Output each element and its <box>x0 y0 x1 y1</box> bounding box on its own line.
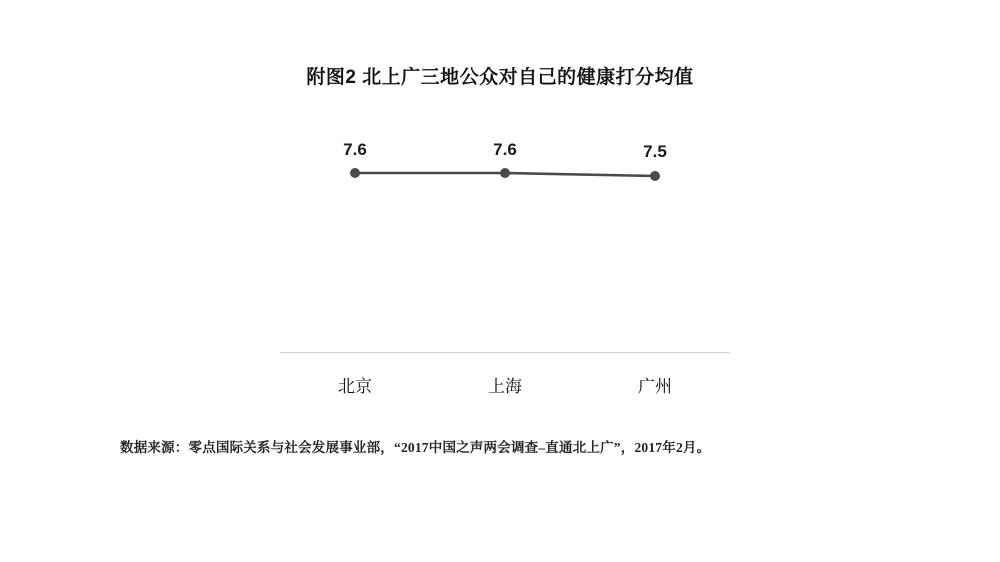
chart-title: 附图2 北上广三地公众对自己的健康打分均值 <box>306 67 694 88</box>
data-label-beijing: 7.6 <box>343 140 367 159</box>
data-label-shanghai: 7.6 <box>493 140 517 159</box>
plot-area <box>280 120 730 360</box>
data-label-guangzhou: 7.5 <box>643 142 667 161</box>
line-segment-2 <box>505 173 655 176</box>
x-axis-tick-labels <box>280 372 730 400</box>
x-axis-line <box>280 352 730 353</box>
source-note: 数据来源：零点国际关系与社会发展事业部，“2017中国之声两会调查–直通北上广”，2017年2月。 <box>120 440 711 455</box>
data-point-marker-guangzhou <box>650 171 660 181</box>
x-tick-label-guangzhou: 广州 <box>638 377 672 396</box>
x-tick-label-shanghai: 上海 <box>488 377 522 396</box>
x-tick-label-beijing: 北京 <box>338 377 372 396</box>
data-point-marker-beijing <box>350 168 360 178</box>
data-point-marker-shanghai <box>500 168 510 178</box>
